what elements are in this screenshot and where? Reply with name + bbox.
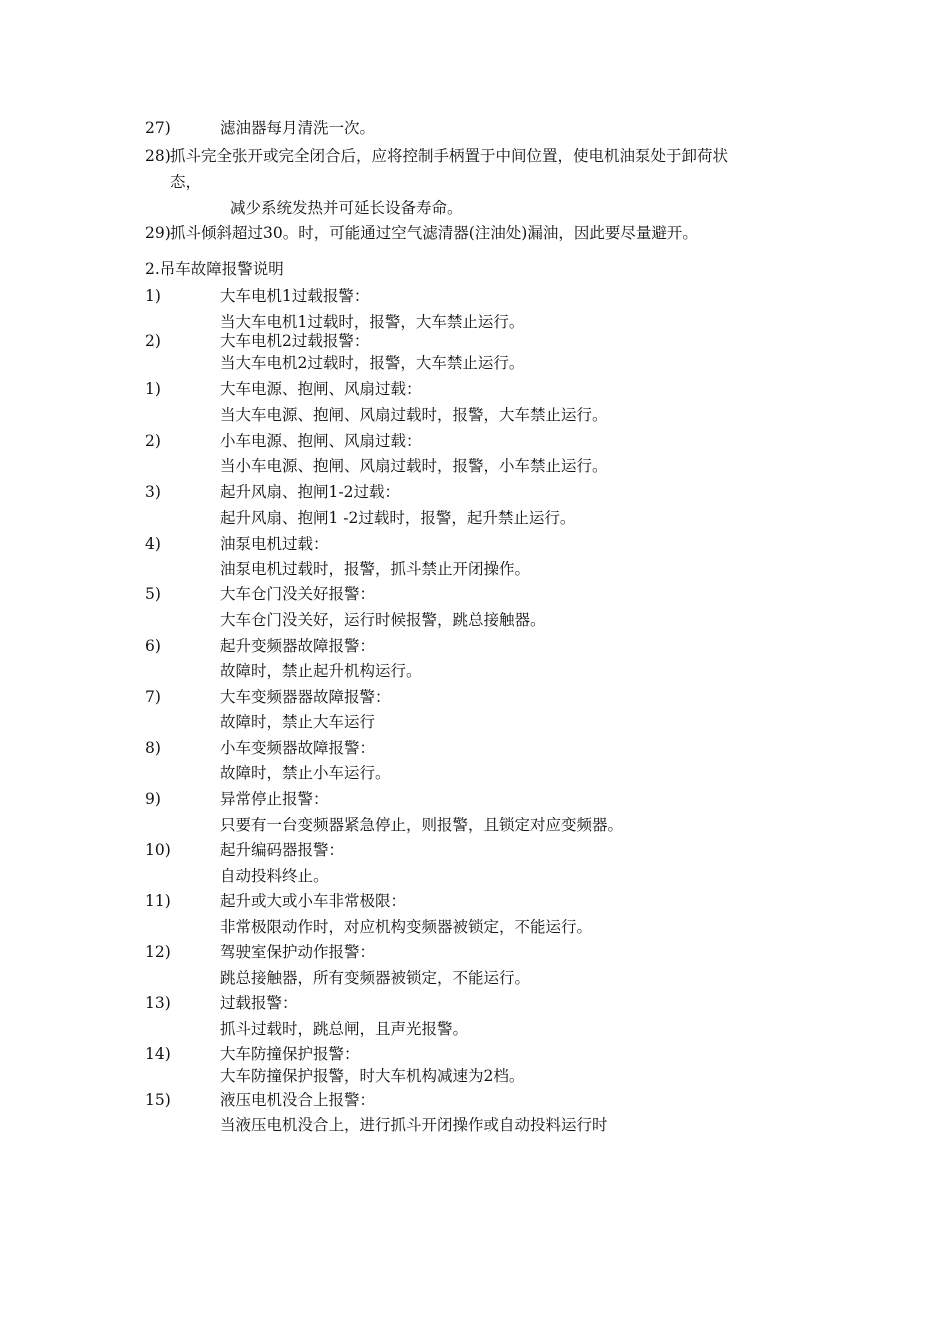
alarm-desc: 故障时，禁止大车运行 xyxy=(220,713,376,731)
alarm-number: 8) xyxy=(145,739,161,757)
alarm-desc: 故障时，禁止小车运行。 xyxy=(220,764,391,782)
alarm-title: 起升编码器报警： xyxy=(220,841,345,859)
alarm-number: 1) xyxy=(145,380,161,398)
note-continuation: 减少系统发热并可延长设备寿命。 xyxy=(230,199,463,217)
alarm-number: 9) xyxy=(145,790,161,808)
alarm-title: 起升变频器故障报警： xyxy=(220,637,376,655)
alarm-title: 大车电机1过载报警： xyxy=(220,287,370,305)
section-title: 2.吊车故障报警说明 xyxy=(145,260,284,278)
note-text: 滤油器每月清洗一次。 xyxy=(220,119,376,137)
alarm-number: 6) xyxy=(145,637,161,655)
alarm-desc: 大车防撞保护报警，时大车机构减速为2档。 xyxy=(220,1067,525,1085)
alarm-title: 液压电机没合上报警： xyxy=(220,1091,376,1109)
alarm-number: 14) xyxy=(145,1045,171,1063)
note-number: 29) xyxy=(145,224,171,242)
note-text: 抓斗完全张开或完全闭合后，应将控制手柄置于中间位置，使电机油泵处于卸荷状 xyxy=(170,147,729,165)
alarm-number: 4) xyxy=(145,535,161,553)
alarm-desc: 油泵电机过载时，报警，抓斗禁止开闭操作。 xyxy=(220,560,531,578)
alarm-number: 2) xyxy=(145,432,161,450)
alarm-title: 起升风扇、抱闸1-2过载： xyxy=(220,483,400,501)
alarm-desc: 故障时，禁止起升机构运行。 xyxy=(220,662,422,680)
alarm-title: 大车变频器器故障报警： xyxy=(220,688,391,706)
alarm-title: 起升或大或小车非常极限： xyxy=(220,892,407,910)
alarm-desc: 当大车电源、抱闸、风扇过载时，报警，大车禁止运行。 xyxy=(220,406,608,424)
alarm-title: 大车防撞保护报警： xyxy=(220,1045,360,1063)
note-continuation: 态， xyxy=(170,173,202,191)
alarm-desc: 当液压电机没合上，进行抓斗开闭操作或自动投料运行时 xyxy=(220,1116,608,1134)
alarm-desc: 只要有一台变频器紧急停止，则报警，且锁定对应变频器。 xyxy=(220,816,624,834)
alarm-number: 15) xyxy=(145,1091,171,1109)
alarm-desc: 自动投料终止。 xyxy=(220,867,329,885)
alarm-title: 过载报警： xyxy=(220,994,298,1012)
alarm-number: 2) xyxy=(145,332,161,350)
alarm-title: 大车仓门没关好报警： xyxy=(220,585,376,603)
alarm-number: 12) xyxy=(145,943,171,961)
alarm-title: 油泵电机过载： xyxy=(220,535,329,553)
alarm-desc: 跳总接触器，所有变频器被锁定，不能运行。 xyxy=(220,969,531,987)
note-number: 28) xyxy=(145,147,171,165)
alarm-number: 13) xyxy=(145,994,171,1012)
alarm-title: 小车变频器故障报警： xyxy=(220,739,376,757)
alarm-desc: 当小车电源、抱闸、风扇过载时，报警，小车禁止运行。 xyxy=(220,457,608,475)
alarm-desc: 大车仓门没关好，运行时候报警，跳总接触器。 xyxy=(220,611,546,629)
alarm-desc: 当大车电机2过载时，报警，大车禁止运行。 xyxy=(220,354,525,372)
alarm-desc: 起升风扇、抱闸1 -2过载时，报警，起升禁止运行。 xyxy=(220,509,576,527)
alarm-number: 3) xyxy=(145,483,161,501)
alarm-number: 11) xyxy=(145,892,171,910)
alarm-number: 5) xyxy=(145,585,161,603)
alarm-title: 小车电源、抱闸、风扇过载： xyxy=(220,432,422,450)
alarm-title: 驾驶室保护动作报警： xyxy=(220,943,376,961)
alarm-desc: 抓斗过载时，跳总闸，且声光报警。 xyxy=(220,1020,469,1038)
alarm-number: 10) xyxy=(145,841,171,859)
alarm-number: 7) xyxy=(145,688,161,706)
note-number: 27) xyxy=(145,119,171,137)
alarm-desc: 当大车电机1过载时，报警，大车禁止运行。 xyxy=(220,313,525,331)
alarm-title: 大车电源、抱闸、风扇过载： xyxy=(220,380,422,398)
alarm-title: 异常停止报警： xyxy=(220,790,329,808)
note-text: 抓斗倾斜超过30。时，可能通过空气滤清器(注油处)漏油，因此要尽量避开。 xyxy=(170,224,698,242)
alarm-desc: 非常极限动作时，对应机构变频器被锁定，不能运行。 xyxy=(220,918,593,936)
alarm-number: 1) xyxy=(145,287,161,305)
alarm-title: 大车电机2过载报警： xyxy=(220,332,370,350)
